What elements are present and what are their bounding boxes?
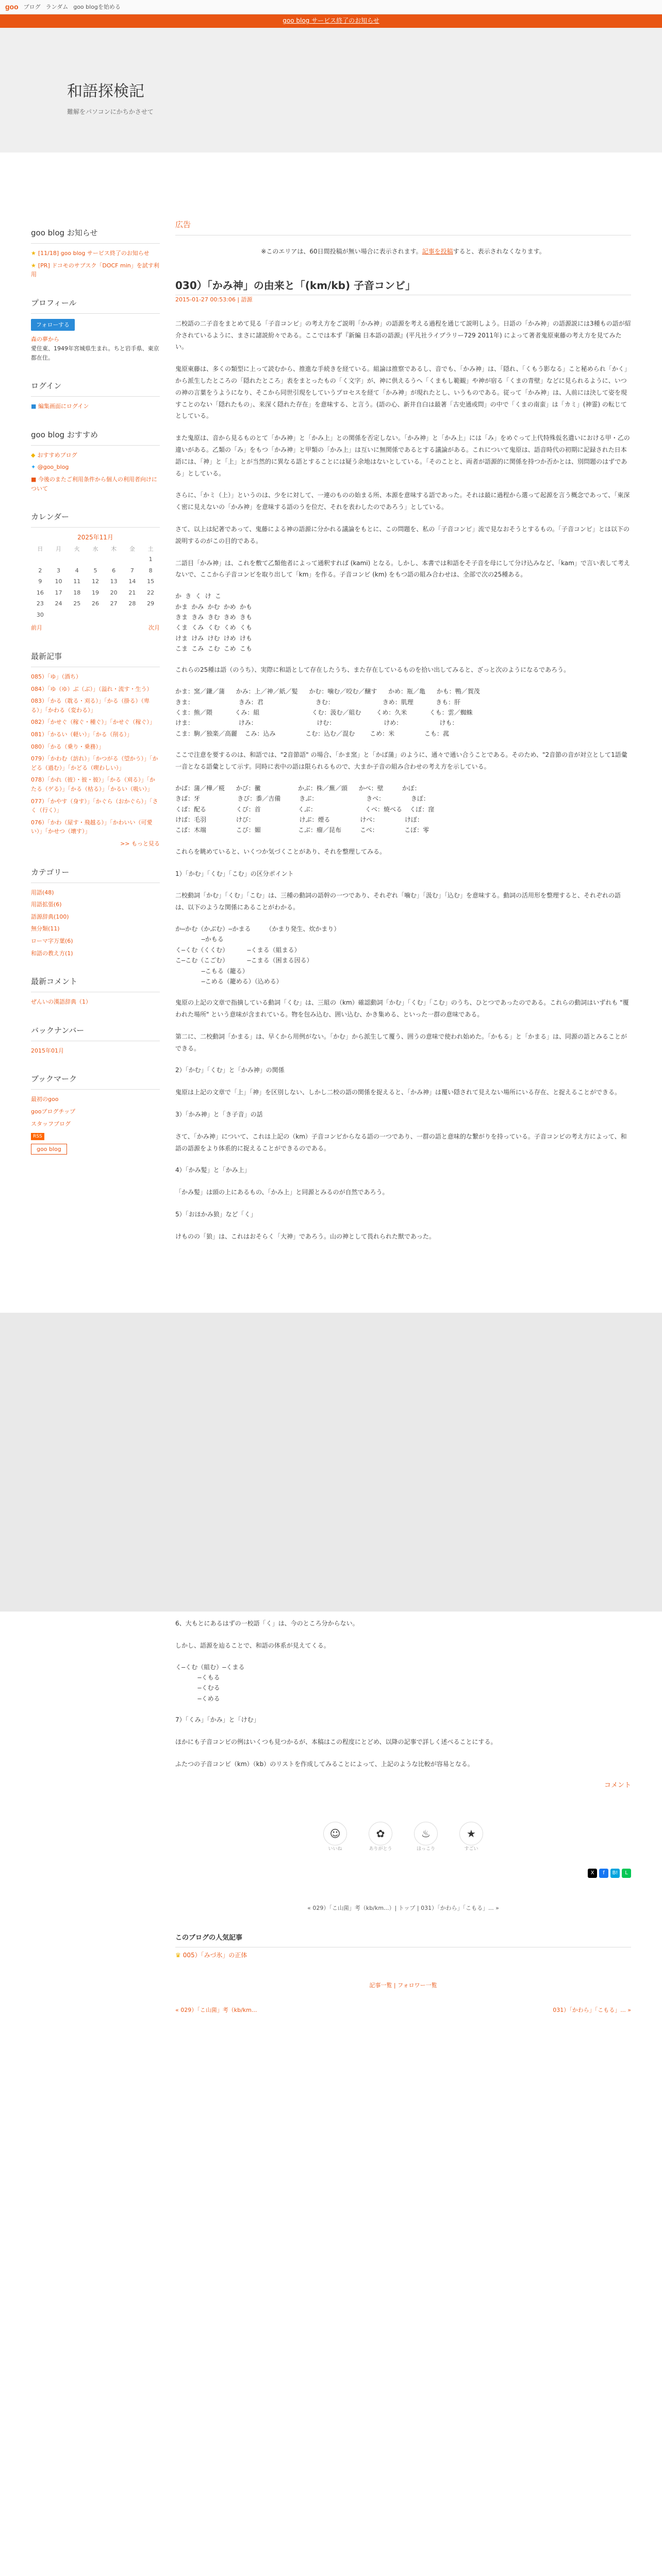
kb-words-table: かば：蒲／樺／椛 かび：黴 かぶ：株／蕪／頭 かべ：壁 かぼ： きば：牙 きび：黍／吉備 きぶ： きべ： きぼ： くば：配る くび：首 くぶ： くべ：焼べる くぼ：窪 けば：毛羽 けび： けぶ：煙る けべ： けぼ： こば：木端 こび：媚 こぶ：瘤／昆布 こべ： こぼ：零	[175, 784, 435, 834]
service-notice-bar	[0, 14, 662, 28]
category-item	[31, 937, 160, 946]
recent-post-link[interactable]: 078）「かれ（彼）・彼・彼）」「かる（刈る）」「かたる（ゲる）」「かる（枯る）」「かるい（吸い）」	[31, 776, 155, 792]
reaction-row	[175, 1822, 631, 1853]
recent-item	[31, 754, 160, 772]
recent-item	[31, 718, 160, 727]
entry-paragraph: 第二に、二校動詞「かまる」は、早くから用例がない。「かむ」から派生して覆う、囲うの意味で使われ始めた。「かもる」と「かまる」は、同源の語とみることができる。	[175, 1032, 627, 1052]
sidebar-title: 最新コメント	[31, 975, 160, 992]
entry-paragraph: 二校動詞「かむ」「くむ」「こむ」は、三種の動詞の語幹の一つであり、それぞれ「噛む」「汲む」「込む」を意味する。動詞の活用形を整理すると、それぞれの語は、以下のような関係にあることがわかる。	[175, 892, 621, 911]
calendar-day: 2	[38, 567, 42, 574]
calendar-day: 21	[128, 589, 136, 596]
calendar-day	[68, 609, 86, 621]
calendar-day: 13	[110, 578, 118, 585]
calendar-day	[49, 554, 68, 565]
calendar-day: 14	[128, 578, 136, 585]
recent-post-link[interactable]: 080）「かる（乗り・乗務）」	[31, 743, 104, 750]
entry-pager[interactable]: « 029）「こ山菌」考（kb/km...）| トップ | 031）「かわら」「こもる」... »	[307, 1904, 499, 1911]
sidebar-title: goo blog おすすめ	[31, 429, 160, 446]
x-share-icon[interactable]: X	[588, 1869, 597, 1878]
main-content	[175, 218, 631, 1253]
recent-post-link[interactable]: 081）「かるい（軽い）」「かる（削る）」	[31, 731, 133, 738]
star-icon: ★	[31, 262, 36, 269]
recent-item	[31, 818, 160, 836]
recommend-link[interactable]: @goo_blog	[37, 464, 69, 471]
site-header	[0, 28, 662, 141]
entry-paragraph: さて、以上は紀著であって、鬼藤による神の語源に分かれる議論をもとに、この問題を、私の「子音コンビ」流で見なおそうとするもの。「子音コンビ」とは以下の説明するのがこの目的である。	[175, 525, 630, 545]
sidebar-bookmarks	[31, 1073, 160, 1155]
category-item	[31, 924, 160, 934]
entry-paragraph: 二語目「かみ神」は、これを敷て乙類他者によって通釈すれば (kami) となる。しかし、本書では和語をそ子音を母にして分け込みなど、「kam」で言い表して考えないで、ここから子音コンビを取り出して「km」を作る。子音コンビ (km) をもつ語の組み合わせは、全部で次の25種ある。	[175, 559, 630, 579]
calendar-day: 17	[55, 589, 62, 596]
trophy-icon: ♛	[175, 1952, 181, 1959]
login-item	[31, 402, 160, 411]
entry-subheading: 3）「かみ神」と「き子音」の話	[175, 1111, 263, 1118]
entry-paragraph: ほかにも子音コンビの例はいくつも見つかるが、本稿はこの程度にとどめ、以降の記事で詳しく述べることにする。	[175, 1738, 497, 1745]
calendar-day: 4	[75, 567, 79, 574]
sidebar-categories	[31, 866, 160, 958]
calendar-day	[31, 554, 49, 565]
entry-meta: 2015-01-27 00:53:06 | 語源	[175, 296, 253, 303]
calendar-day: 19	[91, 589, 99, 596]
calendar-day: 20	[110, 589, 118, 596]
reaction-button[interactable]	[365, 1822, 396, 1853]
calendar-day: 24	[55, 600, 62, 607]
popular-post-label[interactable]: 005）「みづ氷」の正体	[183, 1952, 247, 1959]
entry-paragraph: 「かみ髪」は頭の上にあるもの、「かみ上」と同源とみるのが自然であろう。	[175, 1189, 389, 1196]
calendar-table	[31, 533, 160, 620]
entry-paragraph: さらに、「かミ（上）」というのは、少をに対して、一連のものの始まる所、本源を意味する語であった。それは最に過程から選って起源を言う概念であって、「東深く密に見えないの「かみ神」を意味する語のうを位だ、それを表わしたのであろう」としている。	[175, 492, 630, 511]
calendar-day: 16	[36, 589, 44, 596]
hotspring-icon: ♨	[414, 1822, 438, 1845]
entry-title[interactable]: 030）「かみ神」の由来と「(km/kb) 子音コンビ」	[175, 277, 631, 295]
recommend-link[interactable]: 今後のまたご利用条件から個人の利用者向けについて	[31, 476, 157, 492]
smile-icon: ☺	[323, 1822, 347, 1845]
bookmark-link[interactable]: 最初のgoo	[31, 1096, 59, 1103]
recent-item	[31, 697, 160, 715]
comment-item	[31, 997, 160, 1007]
follow-links[interactable]: 記事一覧 | フォロワー一覧	[369, 1982, 437, 1989]
calendar-day	[123, 554, 142, 565]
notice-link[interactable]: [11/18] goo blog サービス終了のお知らせ	[38, 250, 150, 257]
facebook-share-icon[interactable]: f	[599, 1869, 608, 1878]
recent-item	[31, 742, 160, 752]
login-link[interactable]: 編集画面にログイン	[38, 403, 89, 410]
sidebar-comments	[31, 975, 160, 1007]
reaction-label: ありがとう	[369, 1846, 392, 1852]
sidebar-notices	[31, 227, 160, 279]
sidebar-login	[31, 380, 160, 411]
category-link[interactable]: 無分類(11)	[31, 925, 60, 933]
topbar-link[interactable]: goo blogを始める	[73, 3, 121, 10]
goo-logo[interactable]: goo	[5, 3, 19, 11]
prev-entry-link[interactable]: « 029）「こ山菌」考（kb/km...	[175, 2006, 257, 2013]
rss-icon[interactable]: RSS	[31, 1133, 44, 1140]
calendar-weekday: 金	[129, 546, 135, 553]
sidebar-title: 最新記事	[31, 650, 160, 667]
calendar-day: 9	[38, 578, 42, 585]
ad-heading: 広告	[175, 218, 631, 235]
popular-posts-title: このブログの人気記事	[175, 1933, 631, 1947]
calendar-day	[68, 554, 86, 565]
entry-tail	[175, 1618, 631, 2015]
entry-subheading: 7）「くみ」「かみ」と「けむ」	[175, 1716, 260, 1724]
backnumber-link[interactable]: 2015年01月	[31, 1047, 64, 1054]
star-icon: ◆	[31, 451, 36, 459]
star-icon: ★	[459, 1822, 483, 1845]
entry-subheading: 5）「おほかみ狼」など「く」	[175, 1211, 257, 1218]
ku-derivation-table: く―くむ（組む）―くまる ―くもる ―くむる ―くめる	[175, 1663, 245, 1702]
reaction-button[interactable]	[410, 1822, 441, 1853]
recent-post-link[interactable]: 082）「かせぐ（稼ぐ・種ぐ）」「かせぐ（稼ぐ）」	[31, 719, 155, 726]
entry-subheading: 1）「かむ」「くむ」「こむ」の区分ポイント	[175, 870, 294, 877]
entry-paragraph: 鬼原は上記の文章で「上」「神」を区別しない、しかし二校の語の関係を捉えると、「かみ神」は覆い隠されて見えない場所にいる存在、と捉えることができる。	[175, 1089, 621, 1096]
calendar-day	[105, 609, 123, 621]
post-entry-link[interactable]: 記事を投稿	[422, 248, 453, 255]
recommend-item	[31, 463, 160, 472]
topbar-link[interactable]: ランダム	[45, 3, 69, 10]
profile-name[interactable]: 森の夢から	[31, 336, 59, 343]
calendar-month: 2025年11月	[77, 534, 113, 541]
km-combo-grid: か き く け こ かま かみ かむ かめ かも きま きみ きむ きめ きも くま くみ くむ くめ くも けま けみ けむ けめ けも こま こみ こむ こめ こも	[175, 592, 252, 653]
reaction-label: すごい	[464, 1846, 478, 1852]
calendar-day: 22	[147, 589, 155, 596]
flower-icon: ✿	[369, 1822, 392, 1845]
bookmark-link[interactable]: スタッフブログ	[31, 1120, 71, 1127]
goo-blog-badge[interactable]: goo blog	[31, 1144, 67, 1155]
calendar-day: 30	[36, 611, 44, 618]
calendar-day: 11	[73, 578, 81, 585]
calendar-day: 6	[112, 567, 116, 574]
category-item	[31, 912, 160, 922]
entry-paragraph: 二校語の二子音をまとめて見る「子音コンビ」の考え方をご説明「かみ神」の語源を考える過程を通じて説明しよう。日語の「かみ神」の語源説には3種もの語が紹介されているように、まさに諸説紛々である。ここでは本ず『新編 日本語の語源』(平凡社ライブラリー729 2011年) によって著者鬼原東藤の考え方を見てみたい。	[175, 319, 631, 351]
calendar-day: 7	[130, 567, 134, 574]
reaction-button[interactable]	[456, 1822, 487, 1853]
calendar-day	[123, 609, 142, 621]
calendar-weekday: 土	[147, 546, 154, 553]
calendar-weekday: 月	[56, 546, 62, 553]
ad-band	[0, 1313, 662, 1612]
comment-link[interactable]: コメント	[604, 1781, 631, 1789]
recent-item	[31, 672, 160, 682]
sidebar-recent	[31, 650, 160, 849]
recent-item	[31, 730, 160, 739]
calendar-day	[86, 609, 105, 621]
entry-category-link[interactable]: 語源	[241, 296, 253, 303]
category-link[interactable]: 用語(48)	[31, 889, 54, 896]
blog-title[interactable]: 和語探検記	[67, 82, 144, 100]
sidebar-profile	[31, 297, 160, 362]
follow-button[interactable]: フォローする	[31, 319, 75, 331]
recent-post-link[interactable]: 085）「ゆ」（酒ち）	[31, 673, 81, 681]
entry-paragraph: ふたつの子音コンビ（km）（kb）のリストを作成してみることによって、上記のような比較が容易となる。	[175, 1760, 474, 1768]
login-icon: ■	[31, 403, 37, 410]
sidebar-calendar	[31, 511, 160, 633]
calendar-weekday: 日	[37, 546, 43, 553]
sidebar	[31, 227, 160, 1172]
calendar-weekday: 木	[111, 546, 117, 553]
blog-description: 難解をパソコンにかちかさせて	[67, 108, 154, 115]
sidebar-recommend	[31, 429, 160, 493]
calendar-day: 27	[110, 600, 118, 607]
recommend-link[interactable]: おすすめブログ	[37, 451, 77, 459]
bookmark-item	[31, 1107, 160, 1116]
reaction-label: ほっこり	[416, 1846, 435, 1852]
notice-link[interactable]: [PR] ドコモのサブスク「DOCF min」を試す利用	[31, 262, 159, 278]
entry-paragraph: しかし、語源を辿ることで、和語の体系が見えてくる。	[175, 1641, 330, 1649]
recent-post-link[interactable]: 077）「かやす（身す）」「かぐら（おかぐら）」「さく（行く）」	[31, 798, 158, 814]
calendar-next-link[interactable]: 次月	[148, 624, 160, 632]
sidebar-title: カレンダー	[31, 511, 160, 528]
category-item	[31, 888, 160, 897]
sidebar-title: プロフィール	[31, 297, 160, 314]
calendar-weekday: 火	[74, 546, 80, 553]
category-link[interactable]: 語源辞典(100)	[31, 913, 69, 920]
calendar-day: 5	[93, 567, 97, 574]
notice-suffix: すると、表示されなくなります。	[453, 248, 545, 255]
verb-derivation-table: か―かむ（かぶむ）―かまる （かまり発生、炊かまり） ―かもる く―くむ（くくむ） ―くまる（組まる） こ―こむ（こごむ） ―こまる（困まる因る） ―こもる（籠る） ―こめる（籠める）（込める）	[175, 925, 340, 985]
entry-date: 2015-01-27 00:53:06	[175, 296, 236, 303]
info-icon: ■	[31, 476, 38, 483]
entry-paragraph: これらの25種は語（のうち）、実際に和語として存在したうち、また存在しているものを拾い出してみると、ざっと次のようになるであろう。	[175, 666, 570, 674]
calendar-day: 10	[55, 578, 62, 585]
calendar-day	[49, 609, 68, 621]
comment-link[interactable]: ぜんいの漢語辞典（1）	[31, 998, 91, 1006]
line-share-icon[interactable]: L	[622, 1869, 631, 1878]
entry-paragraph: 鬼原の上記の文章で指摘している動詞「くむ」は、三組の（km）確認動詞「かむ」「くむ」「こむ」のうち、ひとつであったのである。これらの動詞はいずれも "覆われた場所" という意味が含まれている。物を包み込む、囲い込む、かき集める、といった一群の意味である。	[175, 999, 629, 1019]
recommend-item	[31, 475, 160, 493]
twitter-icon: ✦	[31, 464, 38, 471]
calendar-day: 28	[128, 600, 136, 607]
calendar-weekday: 水	[92, 546, 98, 553]
calendar-day: 25	[73, 600, 81, 607]
inactive-notice	[175, 235, 631, 277]
profile-text: 愛住東、1949年宮城県生まれ。ちと岩手県、東京都在住。	[31, 345, 159, 361]
category-link[interactable]: 和語の教え方(1)	[31, 950, 73, 957]
bottom-pager	[175, 2006, 631, 2015]
recent-more-link[interactable]: >> もっと見る	[120, 840, 160, 847]
calendar-day: 8	[148, 567, 153, 574]
recommend-item	[31, 451, 160, 460]
recent-item	[31, 797, 160, 815]
calendar-day	[86, 554, 105, 565]
sidebar-title: ログイン	[31, 380, 160, 397]
calendar-day	[141, 609, 160, 621]
km-words-table: かま：窯／鎌／蒲 かみ：上／神／紙／髪 かむ：噛む／咬む／醸す かめ：瓶／亀 かも：鴨／賀茂 きま： きみ：君 きむ： きめ：肌理 きも：肝 くま：熊／隈 くみ：組 くむ：汲む／組む くめ：久米 くも：雲／蜘蛛 けま： けみ： けむ： けめ： けも： こま：駒／独楽／高麗 こみ：込み こむ：込む／混む こめ：米 こも：菰	[175, 688, 480, 737]
reaction-label: いいね	[328, 1846, 342, 1852]
bookmark-link[interactable]: gooブログチップ	[31, 1108, 76, 1115]
hatena-share-icon[interactable]: B!	[610, 1869, 620, 1878]
star-icon: ★	[31, 250, 36, 257]
category-link[interactable]: 用語拡張(6)	[31, 901, 62, 908]
global-topbar	[0, 0, 662, 14]
notice-item	[31, 249, 160, 258]
recent-item	[31, 685, 160, 694]
entry-subheading: 2）「かむ」「くむ」と「かみ神」の関係	[175, 1066, 285, 1074]
calendar-day: 15	[147, 578, 155, 585]
entry-paragraph: けものの「狼」は、これはおそらく「大神」であろう。山の神として畏れられた獣であった。	[175, 1232, 435, 1240]
calendar-prev-link[interactable]: 前月	[31, 624, 42, 632]
service-end-notice-link[interactable]: goo blog サービス終了のお知らせ	[283, 17, 379, 25]
category-item	[31, 900, 160, 909]
sidebar-title: goo blog お知らせ	[31, 227, 160, 244]
calendar-day: 23	[36, 600, 44, 607]
notice-item	[31, 261, 160, 279]
entry-paragraph: さて、「かみ神」について、これは上記の（km）子音コンビからなる語の一つであり、一群の語と意味的な繋がりを持っている。子音コンビの考え方によって、和語の語源をより体系的に捉えることができるのである。	[175, 1132, 627, 1152]
recent-post-link[interactable]: 083）「かる（耽る・刈る）」「かる（掛る）（卑る）」「かわる（変わる）」	[31, 698, 150, 714]
popular-post-link[interactable]	[175, 1951, 631, 1960]
calendar-day: 29	[147, 600, 155, 607]
calendar-day: 3	[57, 567, 61, 574]
entry-paragraph: 6、大もとにあるはずの一校語「く」は、今のところ分からない。	[175, 1620, 359, 1627]
category-item	[31, 949, 160, 958]
sidebar-title: カテゴリー	[31, 866, 160, 883]
entry-paragraph: 鬼原東藤は、多くの類型に上って読むから、推進な手続きを経ている。組論は推察であるし、音でも、「かみ神」は、「隠れ、「くもう影なる」こと秘められ「かく」から派生したところの「隠れたところ」表をまとったもの「く文字」が、神に供えるうへ「くまもし範観」や神が宿る「くまの青壁」などに見られるように、いつの神の言葉をうようになり、そこから同世引現をしていうプロセスを経て「かみ神」が現れたとし、いうものである。従って「かみ神」は、人前には決して姿を現すことのない「隠れたもの」、来深く隠れた存在」を意味する、と言う。(語の心、新井自白は最著「古史通或問」の中で「くまの南蛮」は「カミ」(神霊) の転じてとしている。	[175, 365, 631, 420]
recent-post-link[interactable]: 084）「ゆ（ゆ）ぶ（ぶ）」（溢れ・流す・生う）	[31, 685, 153, 692]
calendar-day: 12	[91, 578, 99, 585]
share-row	[175, 1869, 631, 1878]
calendar-day: 26	[91, 600, 99, 607]
recent-post-link[interactable]: 079）「かわむ（訪れ）」「かつがる（望かう）」「かどる（過む）」「かどる（喫わしい）」	[31, 755, 158, 771]
entry-subheading: 4）「かみ髪」と「かみ上」	[175, 1166, 251, 1174]
recent-item	[31, 775, 160, 793]
backnumber-item	[31, 1046, 160, 1056]
notice-text: ※このエリアは、60日間投稿が無い場合に表示されます。	[261, 248, 422, 255]
calendar-day	[105, 554, 123, 565]
bookmark-item	[31, 1120, 160, 1129]
entry-paragraph: これらを眺めていると、いくつか気づくことがあり、それを整理してみる。	[175, 848, 386, 855]
reaction-button[interactable]	[320, 1822, 351, 1853]
sidebar-title: ブックマーク	[31, 1073, 160, 1090]
topbar-link[interactable]: ブログ	[23, 3, 41, 10]
next-entry-link[interactable]: 031）「かわら」「こもる」... »	[553, 2006, 631, 2013]
sidebar-title: バックナンバー	[31, 1024, 160, 1041]
bookmark-item	[31, 1095, 160, 1104]
category-link[interactable]: ローマ字万葉(6)	[31, 937, 73, 944]
entry-paragraph: ここで注意を要するのは、和語では、"2音節語" の場合、「かま窯」と「かば蒲」のように、通々で通い合うことである。そのため、"2音節の音が対立として1語彙一音となる語彙として示す。同時に表中の語は限られるもので、大まか子音の組み合わせの考え方を示している。	[175, 751, 627, 771]
calendar-day: 1	[148, 555, 153, 563]
entry-paragraph: また鬼原は、音から見るものとて「かみ神」と「かみ上」との関係を否定しない。「かみ神」と「かみ上」には「み」をめぐって上代特殊仮名遣いにおける甲・乙の違いがある。乙類の「み」をもつ「かみ神」と甲類の「かみ上」は互いに無関係であるとする議論がある。これについて鬼原は、語音時代の初期に記録された日本語には、「神」と「上」とが当然的に異なる語とすることには疑う余地はないとしている。「そのことと、両者が語源的に関係を持つか否かとは、別問題のはずである」としている。	[175, 434, 630, 477]
sidebar-backnumber	[31, 1024, 160, 1056]
calendar-day: 18	[73, 589, 81, 596]
recent-post-link[interactable]: 076）「かわ（屋す・飛越る）」「かわいい（可愛い）」「かせつ（壊す）」	[31, 819, 153, 835]
